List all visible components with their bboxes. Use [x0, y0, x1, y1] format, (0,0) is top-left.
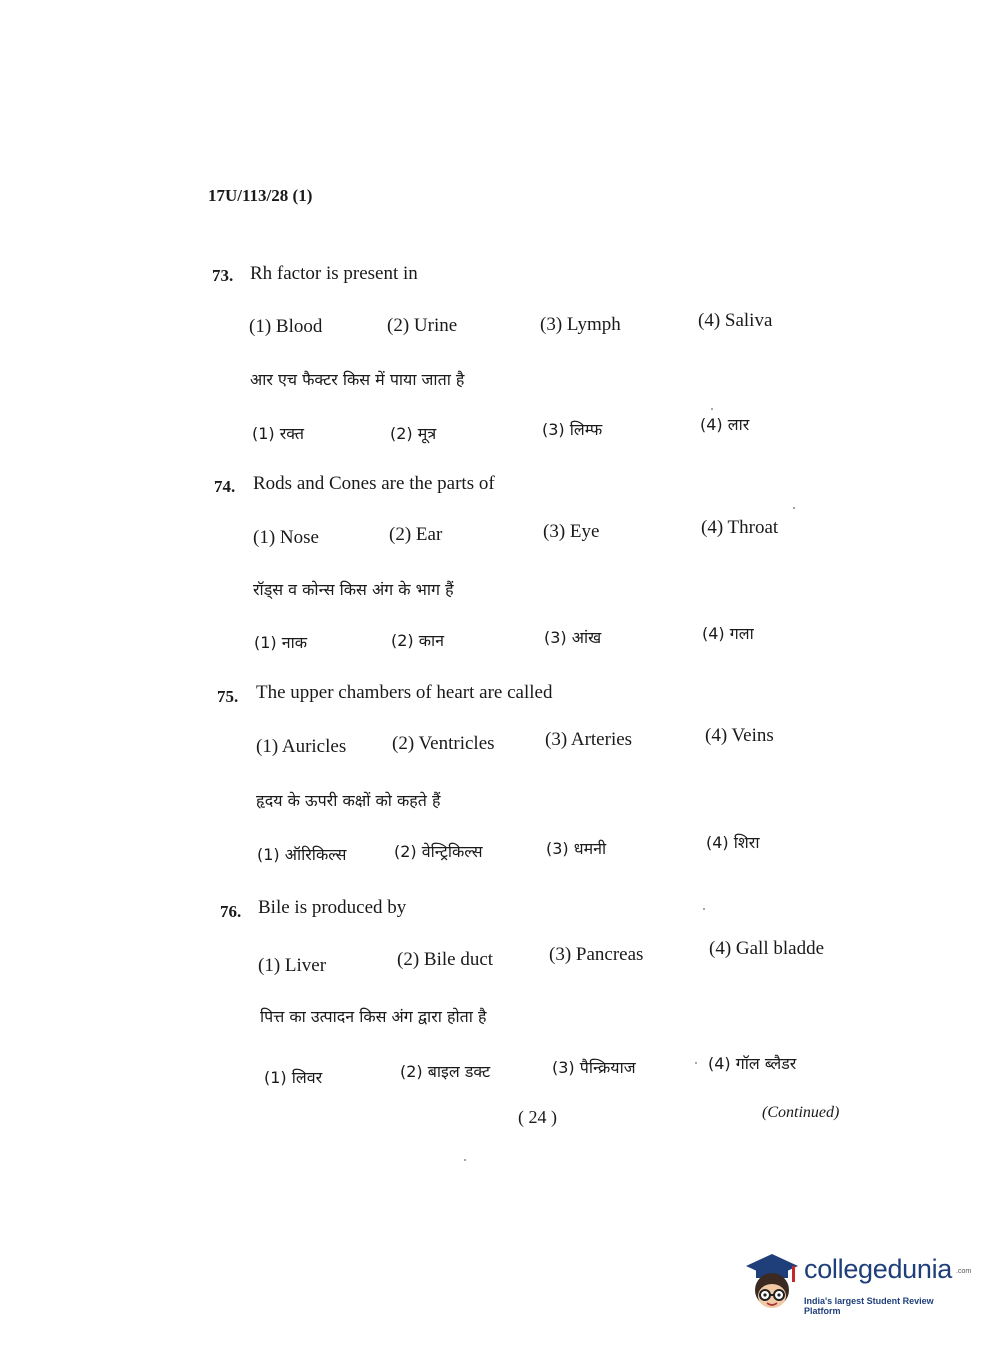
- hindi-option-2: (2) बाइल डक्ट: [400, 1062, 491, 1081]
- page-number: ( 24 ): [518, 1107, 557, 1127]
- hindi-question-text: रॉड्स व कोन्स किस अंग के भाग हैं: [253, 580, 454, 599]
- option-1: (1) Liver: [258, 955, 327, 976]
- question-text: Bile is produced by: [258, 897, 407, 918]
- hindi-option-1: (1) नाक: [254, 633, 308, 652]
- hindi-option-3: (3) धमनी: [546, 839, 607, 858]
- hindi-option-2: (2) मूत्र: [390, 424, 437, 443]
- option-2: (2) Bile duct: [397, 949, 494, 970]
- hindi-option-3: (3) पैन्क्रियाज: [552, 1058, 636, 1077]
- continued-label: (Continued): [762, 1104, 840, 1121]
- option-4: (4) Throat: [701, 517, 779, 538]
- option-1: (1) Nose: [253, 527, 319, 548]
- mascot-icon: [740, 1248, 802, 1318]
- hindi-option-4: (4) गला: [702, 624, 754, 643]
- question-text: The upper chambers of heart are called: [256, 682, 553, 703]
- scan-speck: [703, 908, 705, 910]
- question-number: 74.: [214, 477, 236, 496]
- hindi-option-1: (1) लिवर: [264, 1068, 323, 1087]
- option-2: (2) Ventricles: [392, 733, 495, 754]
- question-number: 75.: [217, 687, 239, 706]
- question-number: 73.: [212, 266, 234, 285]
- question-text: Rh factor is present in: [250, 263, 418, 284]
- option-3: (3) Pancreas: [549, 944, 644, 965]
- hindi-question-text: हृदय के ऊपरी कक्षों को कहते हैं: [256, 791, 441, 810]
- hindi-option-4: (4) गॉल ब्लैडर: [708, 1054, 797, 1073]
- hindi-option-4: (4) शिरा: [706, 833, 760, 852]
- hindi-option-3: (3) आंख: [544, 628, 602, 647]
- hindi-option-1: (1) ऑरिकिल्स: [257, 845, 347, 864]
- option-4: (4) Gall bladde: [709, 938, 825, 959]
- paper-code: 17U/113/28 (1): [208, 186, 313, 205]
- option-2: (2) Urine: [387, 315, 458, 336]
- option-3: (3) Arteries: [545, 729, 633, 750]
- option-4: (4) Veins: [705, 725, 774, 746]
- option-1: (1) Auricles: [256, 736, 347, 757]
- question-text: Rods and Cones are the parts of: [253, 473, 495, 494]
- hindi-option-3: (3) लिम्फ: [542, 420, 603, 439]
- scan-speck: [711, 408, 713, 410]
- question-number: 76.: [220, 902, 242, 921]
- hindi-option-4: (4) लार: [700, 415, 750, 434]
- logo-wordmark: collegedunia: [804, 1254, 953, 1284]
- hindi-option-2: (2) कान: [391, 631, 445, 650]
- option-3: (3) Eye: [543, 521, 600, 542]
- collegedunia-logo: [740, 1248, 970, 1318]
- hindi-option-1: (1) रक्त: [252, 424, 304, 443]
- scan-speck: [695, 1062, 697, 1064]
- hindi-option-2: (2) वेन्ट्रिकिल्स: [394, 842, 483, 861]
- option-1: (1) Blood: [249, 316, 323, 337]
- scan-speck: [464, 1159, 466, 1161]
- hindi-question-text: आर एच फैक्टर किस में पाया जाता है: [250, 370, 465, 389]
- logo-suffix: .com: [956, 1268, 972, 1275]
- option-3: (3) Lymph: [540, 314, 621, 335]
- option-4: (4) Saliva: [698, 310, 773, 331]
- scan-speck: [793, 507, 795, 509]
- hindi-question-text: पित्त का उत्पादन किस अंग द्वारा होता है: [260, 1007, 487, 1026]
- option-2: (2) Ear: [389, 524, 443, 545]
- logo-tagline: India's largest Student Review Platform: [804, 1296, 934, 1316]
